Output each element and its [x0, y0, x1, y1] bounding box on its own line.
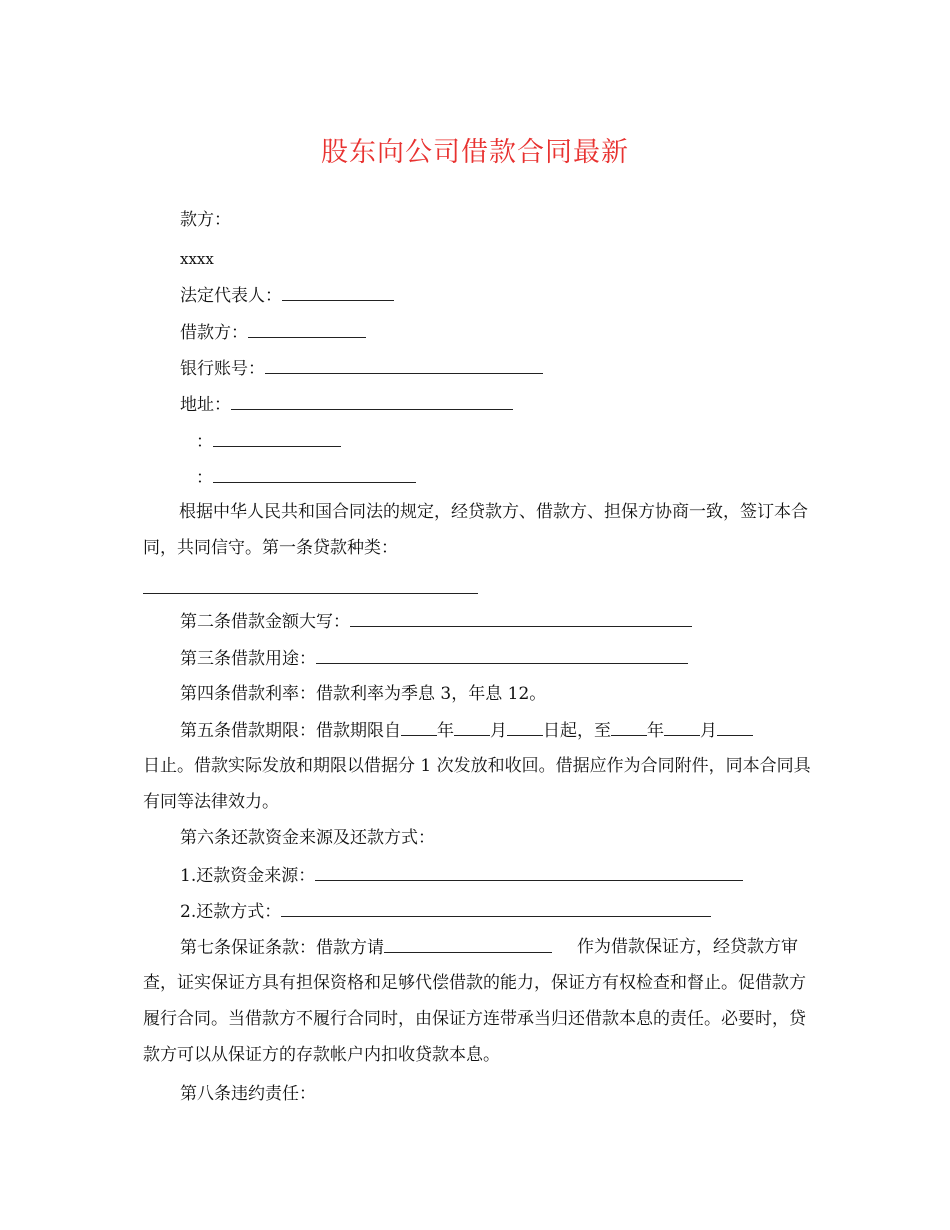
- art5-month-from: 月: [490, 721, 507, 741]
- extra-blank-2: [213, 465, 416, 483]
- art3-line: [180, 646, 688, 671]
- art5-blank-year-to: [611, 718, 647, 736]
- art5-blank-month-from: [454, 718, 490, 736]
- art1-blank-line: [143, 576, 478, 601]
- legal-rep-blank: [282, 283, 394, 301]
- borrower-line: [180, 320, 366, 345]
- legal-rep-label: 法定代表人：: [180, 286, 282, 306]
- legal-rep-line: [180, 283, 394, 308]
- extra-blank-1: [213, 429, 341, 447]
- bank-account-label: 银行账号：: [180, 359, 265, 379]
- art5-year-from: 年: [437, 721, 454, 741]
- art6-1-line: [180, 863, 743, 888]
- art3-blank: [316, 646, 688, 664]
- art1-blank: [143, 576, 478, 594]
- art2-blank: [350, 609, 692, 627]
- art2-label: 第二条借款金额大写：: [180, 612, 350, 632]
- art8-line: 第八条违约责任：: [180, 1084, 316, 1104]
- art5-blank-day-from: [507, 718, 543, 736]
- intro-paragraph: 根据中华人民共和国合同法的规定，经贷款方、借款方、担保方协商一致，签订本合同，共同信守。第一条贷款种类：: [143, 502, 808, 558]
- art4-line: 第四条借款利率：借款利率为季息 3，年息 12。: [180, 684, 547, 704]
- art5-year-to: 年: [647, 721, 664, 741]
- art6-2-blank: [281, 899, 711, 917]
- art2-line: [180, 609, 692, 634]
- art5-month-to: 月: [700, 721, 717, 741]
- art5-rest-paragraph: 日止。借款实际发放和期限以借据分 1 次发放和收回。借据应作为合同附件，同本合同具有同等法律效力。: [143, 756, 811, 812]
- art6-1-label: 1.还款资金来源：: [180, 866, 316, 886]
- art6-2-line: [180, 899, 711, 924]
- extra-line-2: [196, 465, 416, 490]
- art6-1-blank: [315, 863, 743, 881]
- art5-line: [180, 718, 753, 743]
- bank-account-line: [180, 356, 543, 381]
- document-title: 股东向公司借款合同最新: [321, 137, 629, 168]
- art6-2-label: 2.还款方式：: [180, 902, 282, 922]
- colon-label-2: ：: [196, 468, 213, 488]
- art5-day-from: 日起，至: [543, 721, 611, 741]
- colon-label-1: ：: [196, 432, 213, 452]
- address-line: [180, 392, 513, 417]
- art6-line: 第六条还款资金来源及还款方式：: [180, 828, 435, 848]
- borrower-label: 借款方：: [180, 323, 248, 343]
- lender-label: 款方：: [180, 210, 231, 230]
- extra-line-1: [196, 429, 341, 454]
- art5-blank-year-from: [401, 718, 437, 736]
- bank-account-blank: [265, 356, 543, 374]
- lender-value: xxxx: [180, 250, 214, 268]
- art5-blank-day-to: [717, 718, 753, 736]
- art3-label: 第三条借款用途：: [180, 649, 316, 669]
- address-blank: [231, 392, 513, 410]
- borrower-blank: [248, 320, 366, 338]
- art7-rest-paragraph: 作为借款保证方，经贷款方审查，证实保证方具有担保资格和足够代偿借款的能力，保证方有权检查和督止。促借款方履行合同。当借款方不履行合同时，由保证方连带承当归还借款本息的责任。必要时，贷款方可以从保证方的存款帐户内扣收贷款本息。: [143, 937, 806, 1065]
- address-label: 地址：: [180, 395, 231, 415]
- art7-label: 第七条保证条款：借款方请: [180, 938, 384, 958]
- art5-blank-month-to: [664, 718, 700, 736]
- art5-label: 第五条借款期限：借款期限自: [180, 721, 401, 741]
